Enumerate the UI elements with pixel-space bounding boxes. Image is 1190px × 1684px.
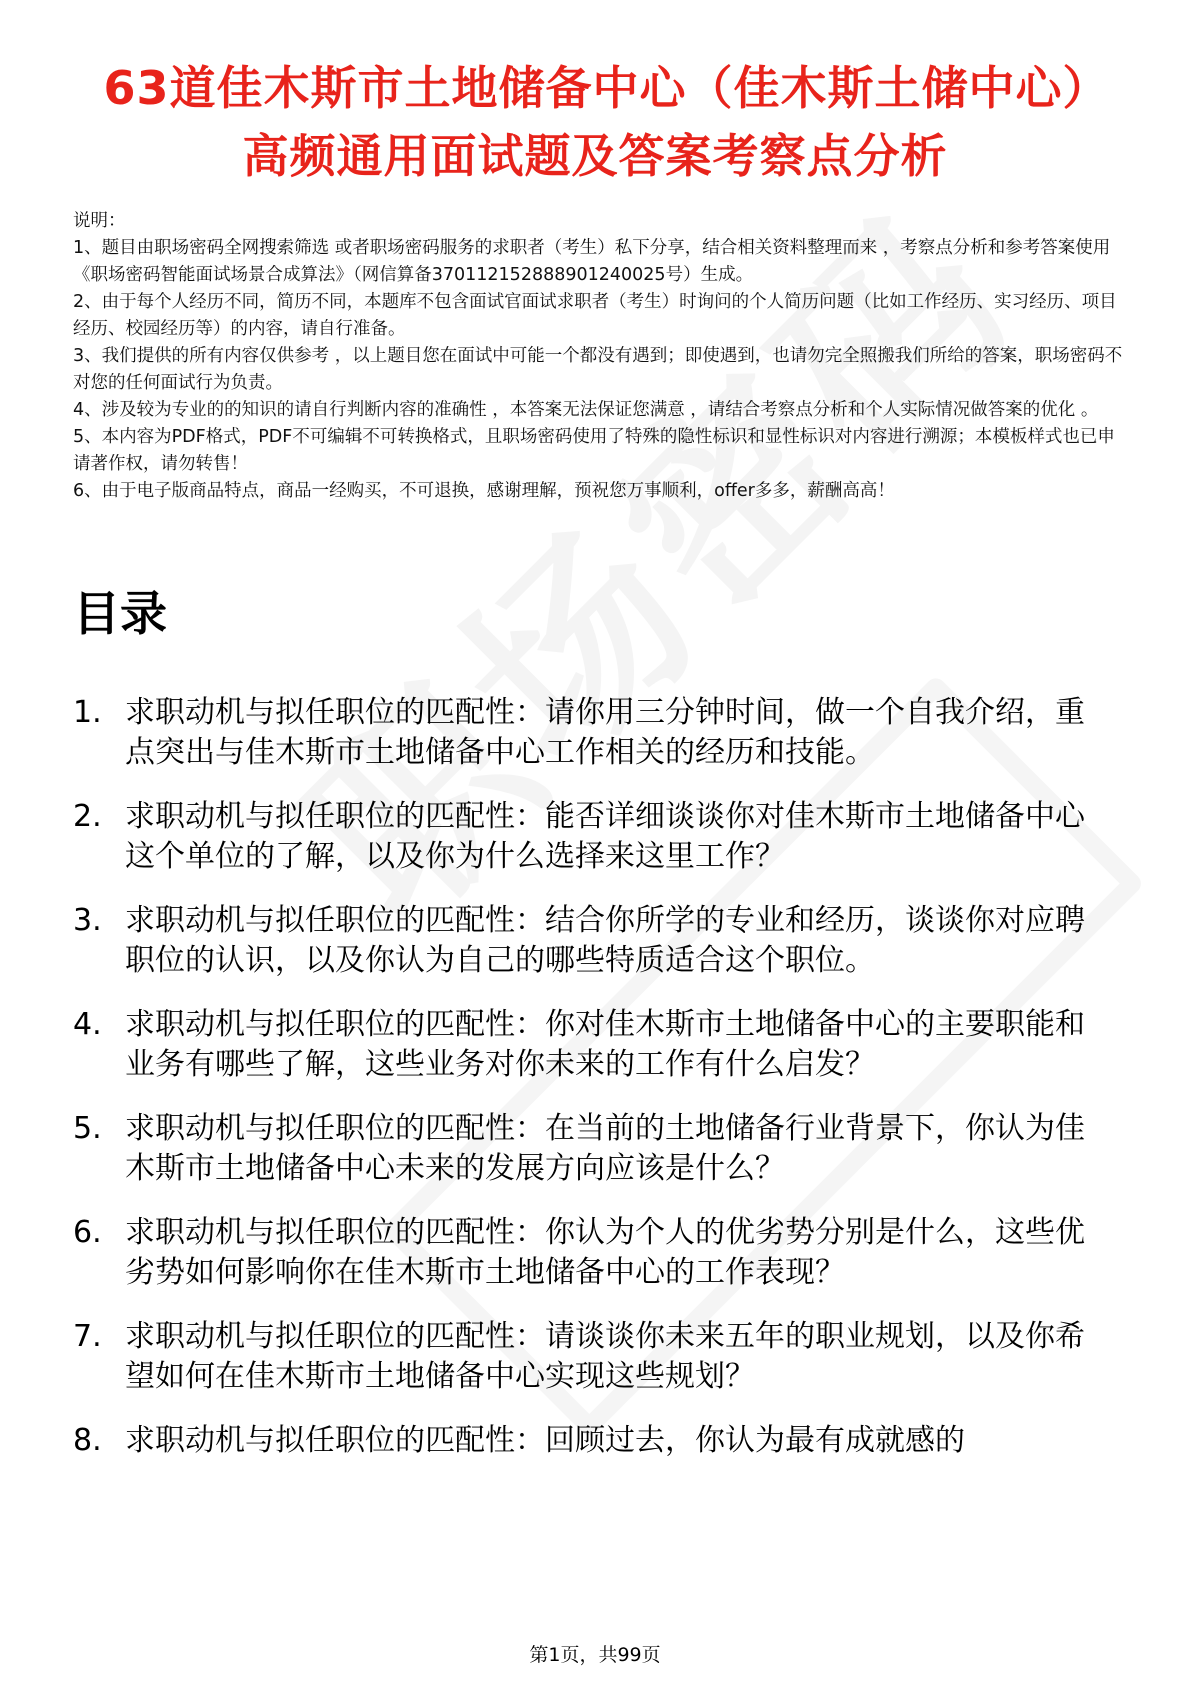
toc-item[interactable] <box>73 693 1113 773</box>
toc-item[interactable] <box>73 1109 1113 1189</box>
note-item: 2、由于每个人经历不同，简历不同，本题库不包含面试官面试求职者（考生）时询问的个人简历问题（比如工作经历、实习经历、项目经历、校园经历等）的内容，请自行准备。 <box>73 292 1117 339</box>
toc-item[interactable] <box>73 1005 1113 1085</box>
document-title: 63道佳木斯市土地储备中心（佳木斯土储中心）高频通用面试题及答案考察点分析 <box>103 61 1087 183</box>
toc-item-text: 求职动机与拟任职位的匹配性：请你用三分钟时间，做一个自我介绍，重点突出与佳木斯市土地储备中心工作相关的经历和技能。 <box>125 695 1085 770</box>
toc-item-number: 3. <box>73 903 102 938</box>
note-item: 4、涉及较为专业的的知识的请自行判断内容的准确性 ，本答案无法保证您满意 ，请结合考察点分析和个人实际情况做答案的优化 。 <box>73 400 1099 420</box>
toc-item-number: 2. <box>73 799 102 834</box>
toc-item-text: 求职动机与拟任职位的匹配性：能否详细谈谈你对佳木斯市土地储备中心这个单位的了解，以及你为什么选择来这里工作？ <box>125 799 1085 874</box>
toc-item-text: 求职动机与拟任职位的匹配性：回顾过去，你认为最有成就感的 <box>125 1423 965 1458</box>
toc-item[interactable] <box>73 1421 1113 1461</box>
toc-item-text: 求职动机与拟任职位的匹配性：在当前的土地储备行业背景下，你认为佳木斯市土地储备中心未来的发展方向应该是什么？ <box>125 1111 1085 1186</box>
note-item: 6、由于电子版商品特点，商品一经购买，不可退换，感谢理解，预祝您万事顺利，offer多多，薪酬高高！ <box>73 481 895 501</box>
toc-item[interactable] <box>73 1317 1113 1397</box>
note-item: 5、本内容为PDF格式，PDF不可编辑不可转换格式，且职场密码使用了特殊的隐性标识和显性标识对内容进行溯源；本模板样式也已申请著作权，请勿转售！ <box>73 427 1115 474</box>
toc-item-number: 6. <box>73 1215 102 1250</box>
page-footer: 第1页，共99页 <box>529 1644 661 1666</box>
toc-item-text: 求职动机与拟任职位的匹配性：你对佳木斯市土地储备中心的主要职能和业务有哪些了解，这些业务对你未来的工作有什么启发？ <box>125 1007 1085 1082</box>
toc-heading: 目录 <box>73 587 167 642</box>
notes-section <box>73 208 1123 505</box>
toc-list <box>73 693 1113 1485</box>
toc-item-text: 求职动机与拟任职位的匹配性：结合你所学的专业和经历，谈谈你对应聘职位的认识，以及你认为自己的哪些特质适合这个职位。 <box>125 903 1085 978</box>
notes-heading: 说明： <box>73 211 126 231</box>
toc-item-text: 求职动机与拟任职位的匹配性：请谈谈你未来五年的职业规划，以及你希望如何在佳木斯市土地储备中心实现这些规划？ <box>125 1319 1085 1394</box>
toc-item-number: 7. <box>73 1319 102 1354</box>
note-item: 3、我们提供的所有内容仅供参考 ，以上题目您在面试中可能一个都没有遇到；即使遇到，也请勿完全照搬我们所给的答案，职场密码不对您的任何面试行为负责。 <box>73 346 1123 393</box>
toc-item[interactable] <box>73 1213 1113 1293</box>
note-item: 1、题目由职场密码全网搜索筛选 或者职场密码服务的求职者（考生）私下分享，结合相关资料整理而来 ，考察点分析和参考答案使用《职场密码智能面试场景合成算法》（网信算备370112152888901240025号）生成。 <box>73 238 1111 285</box>
toc-item-number: 5. <box>73 1111 102 1146</box>
toc-item-number: 8. <box>73 1423 102 1458</box>
toc-item-text: 求职动机与拟任职位的匹配性：你认为个人的优劣势分别是什么，这些优劣势如何影响你在佳木斯市土地储备中心的工作表现？ <box>125 1215 1085 1290</box>
toc-item[interactable] <box>73 901 1113 981</box>
toc-item[interactable] <box>73 797 1113 877</box>
toc-item-number: 1. <box>73 695 102 730</box>
toc-item-number: 4. <box>73 1007 102 1042</box>
